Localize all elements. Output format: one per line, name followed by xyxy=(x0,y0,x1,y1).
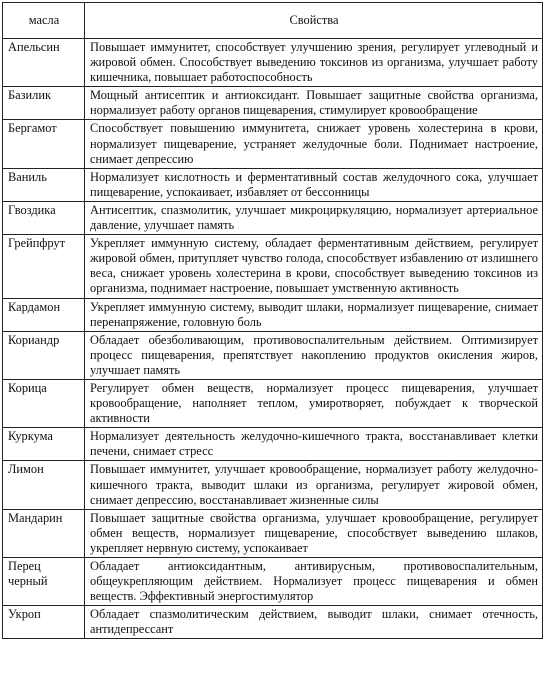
table-row xyxy=(3,461,543,509)
oil-properties: Обладает обезболивающим, противовоспалительным действием. Оптимизирует процесс пищеварения, препятствует накоплению продуктов окисления жиров, улучшает память xyxy=(85,331,543,379)
oil-properties: Способствует повышению иммунитета, снижает уровень холестерина в крови, нормализует пищеварение, устраняет желудочные боли. Поднимает настроение, снимает депрессию xyxy=(85,120,543,168)
table-row xyxy=(3,331,543,379)
table-row xyxy=(3,201,543,234)
oil-name: Укроп xyxy=(3,606,85,639)
oil-name: Мандарин xyxy=(3,509,85,557)
table-row xyxy=(3,87,543,120)
oil-name: Корица xyxy=(3,379,85,427)
oil-properties: Мощный антисептик и антиоксидант. Повышает защитные свойства организма, нормализует работу органов пищеварения, стимулирует кровообращение xyxy=(85,87,543,120)
table-row xyxy=(3,39,543,87)
oils-properties-table xyxy=(2,2,543,639)
oil-properties: Повышает защитные свойства организма, улучшает кровообращение, регулирует обмен веществ, нормализует пищеварение, способствует выведению шлаков, укрепляет нервную систему, успокаивает xyxy=(85,509,543,557)
table-header-row xyxy=(3,3,543,39)
table-row xyxy=(3,168,543,201)
column-header-properties: Свойства xyxy=(85,3,543,39)
oil-properties: Укрепляет иммунную систему, выводит шлаки, нормализует пищеварение, снимает перенапряжение, головную боль xyxy=(85,298,543,331)
oil-name: Базилик xyxy=(3,87,85,120)
oil-properties: Повышает иммунитет, улучшает кровообращение, нормализует работу желудочно-кишечного тракта, выводит шлаки из организма, регулирует жировой обмен, снимает депрессию, восстанавливает жизненные силы xyxy=(85,461,543,509)
oil-name: Бергамот xyxy=(3,120,85,168)
oil-properties: Обладает антиоксидантным, антивирусным, противовоспалительным, общеукрепляющим действием. Нормализует процесс пищеварения и обмен веществ. Эффективный энергостимулятор xyxy=(85,558,543,606)
table-row xyxy=(3,235,543,298)
oil-properties: Повышает иммунитет, способствует улучшению зрения, регулирует углеводный и жировой обмен. Способствует выведению токсинов из организма, улучшает работу кишечника, повышает работоспособность xyxy=(85,39,543,87)
oil-name: Кардамон xyxy=(3,298,85,331)
oil-name: Ваниль xyxy=(3,168,85,201)
oil-name: Грейпфрут xyxy=(3,235,85,298)
oil-properties: Нормализует деятельность желудочно-кишечного тракта, восстанавливает клетки печени, снимает стресс xyxy=(85,428,543,461)
oil-properties: Обладает спазмолитическим действием, выводит шлаки, снимает отечность, антидепрессант xyxy=(85,606,543,639)
oil-name: Апельсин xyxy=(3,39,85,87)
table-row xyxy=(3,120,543,168)
column-header-oil: масла xyxy=(3,3,85,39)
table-row xyxy=(3,379,543,427)
oil-name: Кориандр xyxy=(3,331,85,379)
oil-name: Гвоздика xyxy=(3,201,85,234)
oil-properties: Регулирует обмен веществ, нормализует процесс пищеварения, улучшает кровообращение, наполняет теплом, умиротворяет, побуждает к творческой активности xyxy=(85,379,543,427)
oil-name: Куркума xyxy=(3,428,85,461)
table-row xyxy=(3,428,543,461)
oil-properties: Антисептик, спазмолитик, улучшает микроциркуляцию, нормализует артериальное давление, улучшает память xyxy=(85,201,543,234)
oil-name: Лимон xyxy=(3,461,85,509)
oil-name: Перец черный xyxy=(3,558,85,606)
table-row xyxy=(3,509,543,557)
oil-properties: Укрепляет иммунную систему, обладает ферментативным действием, регулирует жировой обмен, притупляет чувство голода, способствует избавлению от излишнего веса, снижает уровень холестерина в крови, способствует выведению токсинов из организма, поднимает настроение, повышает умственную активность xyxy=(85,235,543,298)
table-row xyxy=(3,298,543,331)
table-row xyxy=(3,558,543,606)
table-row xyxy=(3,606,543,639)
oil-properties: Нормализует кислотность и ферментативный состав желудочного сока, улучшает пищеварение, успокаивает, избавляет от бессонницы xyxy=(85,168,543,201)
